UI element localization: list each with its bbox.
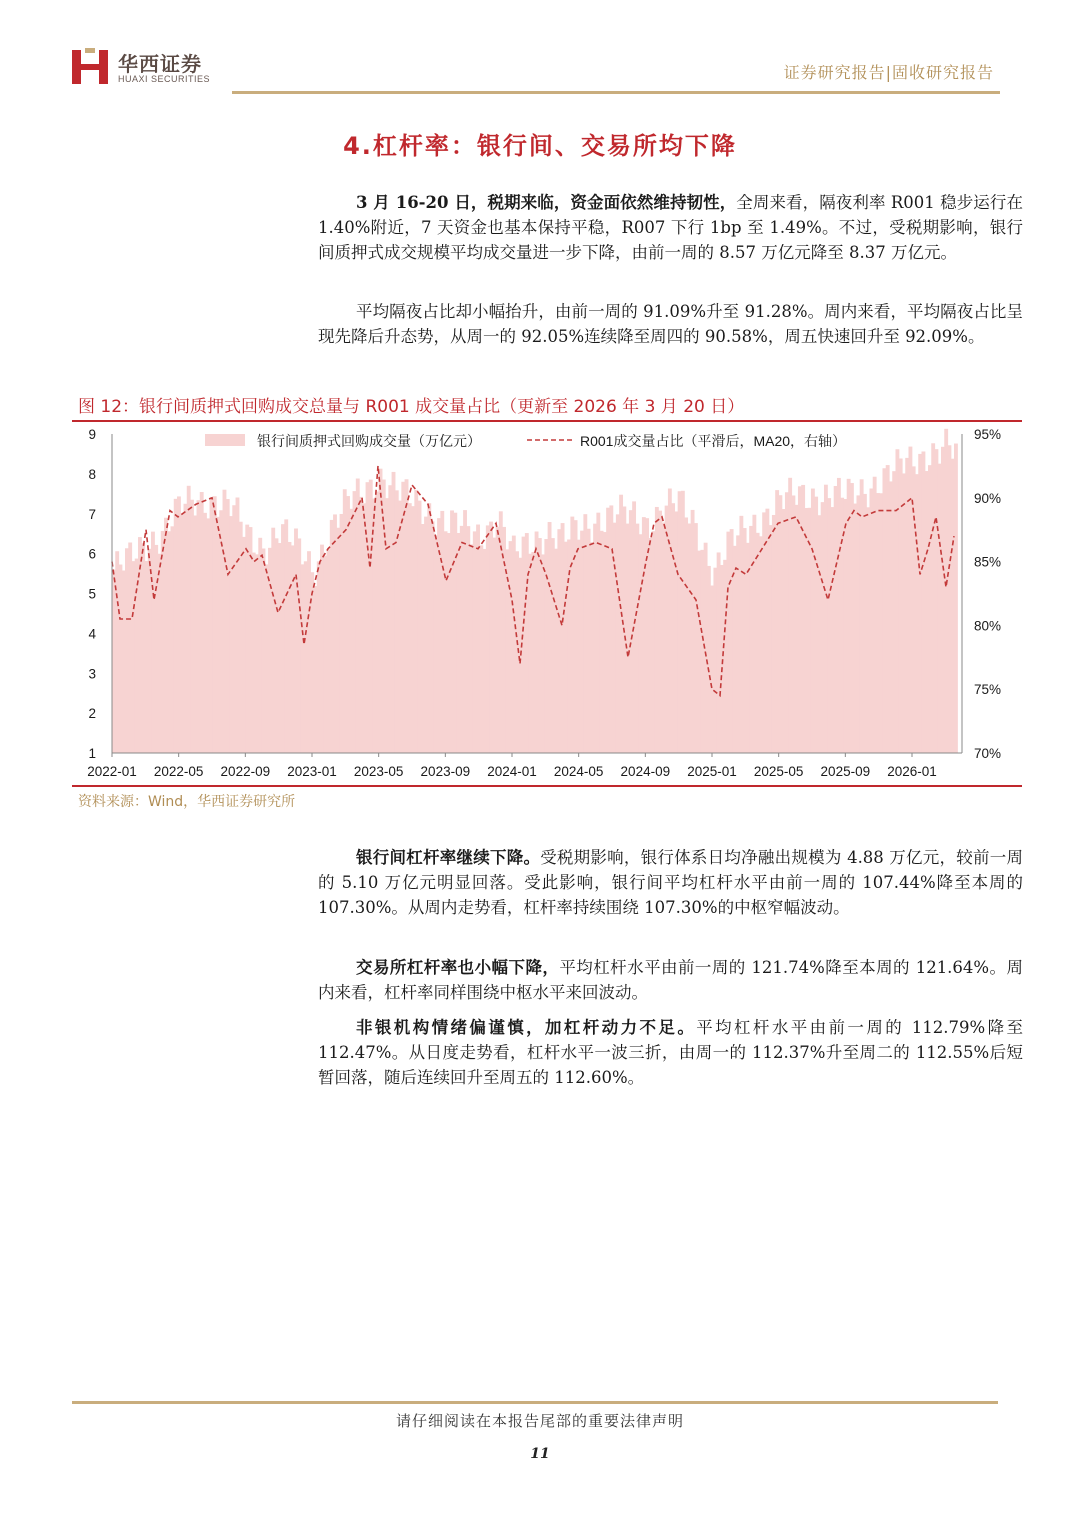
x-tick-label: 2022-05: [153, 764, 204, 779]
paragraph-5-body: 平均杠杆水平由前一周的 112.79%降至 112.47%。从日度走势看，杠杆水平一波三折，由周一的 112.37%升至周二的 112.55%后短暂回落，随后连续回升至周五的 112.60%。: [318, 1018, 1023, 1087]
figure-top-rule: [72, 420, 1022, 422]
x-tick-label: 2022-09: [220, 764, 271, 779]
x-tick-label: 2024-09: [620, 764, 671, 779]
y-left-tick-label: 3: [88, 666, 96, 682]
x-tick-label: 2024-05: [553, 764, 604, 779]
y-left-tick-label: 1: [88, 746, 96, 761]
paragraph-4-lead: 交易所杠杆率也小幅下降，: [356, 958, 560, 977]
repo-volume-chart: [72, 424, 1022, 784]
logo-cn-text: 华西证券: [118, 52, 202, 76]
paragraph-3: [318, 845, 1023, 920]
x-tick-label: 2024-01: [487, 764, 537, 779]
paragraph-2-body: 平均隔夜占比却小幅抬升，由前一周的 91.09%升至 91.28%。周内来看，平均隔夜占比呈现先降后升态势，从周一的 92.05%连续降至周四的 90.58%，周五快速回升至 92.09%。: [318, 302, 1023, 346]
legend-volume-swatch: [205, 434, 245, 446]
paragraph-1-lead: 3 月 16-20 日，税期来临，资金面依然维持韧性，: [356, 193, 737, 212]
section-title: 4.杠杆率：银行间、交易所均下降: [343, 132, 737, 160]
paragraph-2: [318, 299, 1023, 349]
footer-divider: [72, 1401, 998, 1404]
legend-ratio-label: R001成交量占比（平滑后，MA20，右轴）: [580, 433, 847, 449]
paragraph-3-body: 受税期影响，银行体系日均净融出规模为 4.88 万亿元，较前一周的 5.10 万亿元明显回落。受此影响，银行间平均杠杆水平由前一周的 107.44%降至本周的 107.30%。从周内走势看，杠杆率持续围绕 107.30%的中枢窄幅波动。: [318, 848, 1023, 917]
paragraph-4-body: 平均杠杆水平由前一周的 121.74%降至本周的 121.64%。周内来看，杠杆率同样围绕中枢水平来回波动。: [318, 958, 1023, 1002]
y-left-tick-label: 4: [88, 626, 96, 642]
legend-volume-label: 银行间质押式回购成交量（万亿元）: [257, 433, 481, 449]
paragraph-4: [318, 955, 1023, 1005]
x-tick-label: 2022-01: [87, 764, 137, 779]
volume-bars: [112, 429, 958, 753]
x-tick-label: 2023-01: [287, 764, 337, 779]
paragraph-5-lead: 非银机构情绪偏谨慎，加杠杆动力不足。: [356, 1018, 697, 1037]
y-left-tick-label: 8: [88, 466, 96, 482]
x-tick-label: 2026-01: [887, 764, 937, 779]
page-number: 11: [530, 1446, 550, 1462]
volume-bar: [954, 444, 958, 753]
y-right-tick-label: 95%: [974, 427, 1002, 442]
figure-source: 资料来源：Wind，华西证券研究所: [78, 794, 296, 810]
y-left-tick-label: 9: [88, 427, 96, 442]
y-left-tick-label: 7: [88, 506, 96, 522]
figure-bottom-rule: [72, 785, 1022, 787]
paragraph-1-body: 全周来看，隔夜利率 R001 稳步运行在 1.40%附近，7 天资金也基本保持平稳，R007 下行 1bp 至 1.49%。不过，受税期影响，银行间质押式成交规模平均成交量进一步下降，由前一周的 8.57 万亿元降至 8.37 万亿元。: [318, 193, 1023, 262]
legal-disclaimer: 请仔细阅读在本报告尾部的重要法律声明: [395, 1412, 684, 1430]
paragraph-3-lead: 银行间杠杆率继续下降。: [356, 848, 541, 867]
header-divider: [232, 91, 1000, 94]
x-tick-label: 2025-09: [820, 764, 871, 779]
y-left-tick-label: 6: [88, 546, 96, 562]
huaxi-logo-icon: [72, 48, 108, 86]
y-right-tick-label: 90%: [974, 490, 1002, 506]
paragraph-5: [318, 1015, 1023, 1090]
figure-title: 图 12：银行间质押式回购成交总量与 R001 成交量占比（更新至 2026 年 3 月 20 日）: [78, 397, 745, 417]
y-right-tick-label: 85%: [974, 554, 1002, 570]
x-tick-label: 2025-01: [687, 764, 737, 779]
company-logo: [72, 48, 252, 88]
y-left-tick-label: 5: [88, 586, 96, 602]
y-right-tick-label: 80%: [974, 618, 1002, 634]
x-tick-label: 2025-05: [753, 764, 804, 779]
y-right-tick-label: 70%: [974, 746, 1002, 761]
legend: [205, 433, 846, 450]
x-tick-label: 2023-09: [420, 764, 471, 779]
y-left-tick-label: 2: [88, 706, 96, 722]
logo-en-text: HUAXI SECURITIES: [118, 74, 211, 84]
paragraph-1: [318, 190, 1023, 265]
report-type: 证券研究报告|固收研究报告: [783, 63, 994, 82]
y-right-tick-label: 75%: [974, 682, 1002, 698]
x-tick-label: 2023-05: [353, 764, 404, 779]
